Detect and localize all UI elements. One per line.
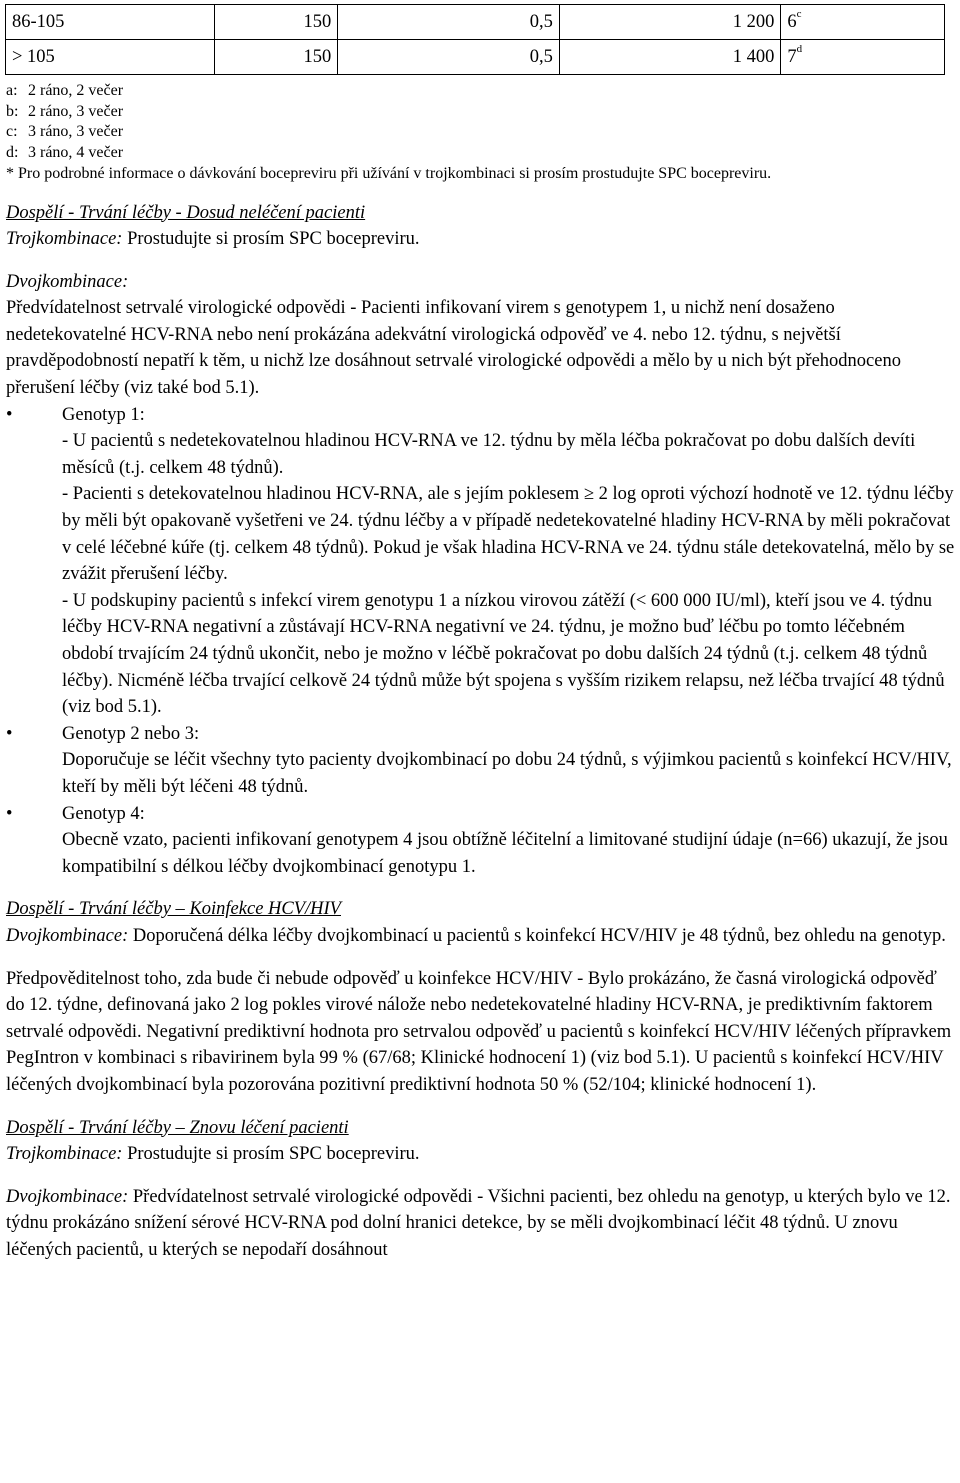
bullet-icon: • [6, 803, 13, 824]
bullet-icon: • [6, 723, 13, 744]
section-heading-naive: Dospělí - Trvání léčby - Dosud neléčení pacienti [6, 202, 366, 223]
heading-part: Dospělí - Trvání léčby – [6, 899, 190, 920]
genotype-1-text-b: - Pacienti s detekovatelnou hladinou HCV-RNA, ale s jejím poklesem ≥ 2 log oproti výchozí hodnotě ve 12. týdnu léčby by měli být opakovaně vyšetřeni ve 24. týdnu léčby a v případě nedetekovatelné hladiny HCV-RNA by měli pokračovat v celé léčebné kúře (tj. celkem 48 týdnů). Pokud je však hladina HCV-RNA ve 24. týdnu stále detekovatelná, mělo by se zvážit přerušení léčby. [62, 484, 955, 585]
coinfection-dual-text: Doporučená délka léčby dvojkombinací u pacientů s koinfekcí HCV/HIV je 48 týdnů, bez ohledu na genotyp. [128, 925, 946, 946]
heading-part: Dospělí - Trvání léčby – [6, 1117, 190, 1138]
coinfection-dual-line [6, 923, 956, 950]
volume-cell: 0,5 [338, 5, 560, 40]
triple-therapy-text: Prostudujte si prosím SPC bocepreviru. [122, 229, 420, 250]
note-key: b: [6, 102, 19, 120]
capsules-count: 7 [787, 46, 797, 67]
capsules-cell [781, 5, 945, 40]
list-item [6, 801, 956, 881]
volume-cell: 0,5 [338, 40, 560, 75]
genotype-1-text-a: - U pacientů s nedetekovatelnou hladinou HCV-RNA ve 12. týdnu by měla léčba pokračovat po dobu dalších devíti měsíců (t.j. celkem 48 týdnů). [62, 431, 916, 478]
list-item [6, 402, 956, 721]
note-item [6, 81, 956, 102]
genotype-1-label: Genotyp 1: [62, 404, 145, 425]
capsules-cell [781, 40, 945, 75]
genotype-1-text-c: - U podskupiny pacientů s infekcí virem genotypu 1 a nízkou virovou zátěží (< 600 000 IU/ml), kteří jsou ve 4. týdnu léčby HCV-RNA negativní a zůstávají HCV-RNA negativní ve 24. týdnu, je možno buď léčbu po tomto léčebném období trvajícím 24 týdnů ukončit, nebo je možno v léčbě pokračovat po dobu dalších 24 týdnů (t.j. celkem 48 týdnů léčby). Nicméně léčba trvající celkově 24 týdnů může být spojena s vyšším rizikem relapsu, než léčba trvající 48 týdnů (viz bod 5.1). [62, 590, 945, 718]
dose-cell: 150 [215, 5, 338, 40]
note-item [6, 143, 956, 164]
dual-therapy-label: Dvojkombinace: [6, 1186, 129, 1207]
ribavirin-cell: 1 400 [559, 40, 781, 75]
note-item [6, 102, 956, 123]
retreatment-triple-line [6, 1141, 956, 1168]
document-page [6, 0, 956, 1263]
weight-cell: 86-105 [6, 5, 215, 40]
dosage-table [5, 4, 945, 75]
dual-therapy-paragraph: Předvídatelnost setrvalé virologické odpovědi - Pacienti infikovaní virem s genotypem 1, u nichž není dosaženo nedetekovatelné HCV-RNA nebo není prokázána adekvátní virologická odpověď ve 4. nebo 12. týdnu, s největší pravděpodobností nepatří k těm, u nichž lze dosáhnout setrvalé virologické odpovědi a mělo by u nich být přehodnoceno přerušení léčby (viz také bod 5.1). [6, 298, 901, 399]
triple-therapy-text: Prostudujte si prosím SPC bocepreviru. [122, 1144, 420, 1165]
dual-therapy-label: Dvojkombinace: [6, 271, 129, 292]
section-heading-retreatment [6, 1115, 956, 1142]
retreatment-dual-text: Předvídatelnost setrvalé virologické odpovědi - Všichni pacienti, bez ohledu na genotyp, u kterých bylo ve 12. týdnu prokázáno snížení sérové HCV-RNA pod dolní hranici detekce, by se měli dvojkombinací léčit 48 týdnů. U znovu léčených pacientů, u kterých se nepodaří dosáhnout [6, 1186, 951, 1260]
note-text: 2 ráno, 2 večer [28, 82, 124, 99]
note-key: c: [6, 123, 18, 140]
retreatment-dual-paragraph [6, 1184, 956, 1264]
triple-therapy-label: Trojkombinace: [6, 1144, 123, 1165]
dose-cell: 150 [215, 40, 338, 75]
genotype-list [6, 402, 956, 881]
genotype-23-label: Genotyp 2 nebo 3: [62, 723, 200, 744]
triple-therapy-line [6, 226, 956, 253]
capsules-count: 6 [787, 11, 797, 32]
section-heading-coinfection [6, 896, 956, 923]
table-row [6, 40, 945, 75]
bullet-icon: • [6, 404, 13, 425]
capsules-footnote-marker: c [796, 7, 802, 20]
capsules-footnote-marker: d [796, 42, 803, 55]
genotype-23-text: Doporučuje se léčit všechny tyto pacienty dvojkombinací po dobu 24 týdnů, s výjimkou pacientů s koinfekcí HCV/HIV, kteří by měli být léčeni 48 týdnů. [62, 750, 952, 797]
coinfection-paragraph: Předpověditelnost toho, zda bude či nebude odpověď u koinfekce HCV/HIV - Bylo prokázáno, že časná virologická odpověď do 12. týdne, definovaná jako 2 log pokles virové nálože nebo nedetekovatelné hladiny HCV-RNA, je prediktivním faktorem setrvalé odpovědi. Negativní prediktivní hodnota pro setrvalou odpověď u pacientů s koinfekcí HCV/HIV léčených přípravkem PegIntron v kombinaci s ribavirinem byla 99 % (67/68; Klinické hodnocení 1) (viz bod 5.1). U pacientů s koinfekcí HCV/HIV léčených dvojkombinací byla pozorována pozitivní prediktivní hodnota 50 % (52/104; klinické hodnocení 1). [6, 968, 952, 1095]
triple-therapy-label: Trojkombinace: [6, 229, 123, 250]
heading-part: Koinfekce HCV/HIV [189, 899, 341, 920]
note-text: 2 ráno, 3 večer [28, 102, 124, 120]
weight-cell: > 105 [6, 40, 215, 75]
note-text: 3 ráno, 4 večer [28, 143, 124, 161]
list-item [6, 721, 956, 801]
heading-part: Znovu léčení pacienti [189, 1117, 349, 1138]
note-key: d: [6, 143, 19, 161]
ribavirin-cell: 1 200 [559, 5, 781, 40]
table-row [6, 5, 945, 40]
dual-therapy-label: Dvojkombinace: [6, 925, 129, 946]
genotype-4-text: Obecně vzato, pacienti infikovaní genotypem 4 jsou obtížně léčitelní a limitované studijní údaje (n=66) ukazují, že jsou kompatibilní s délkou léčby dvojkombinací genotypu 1. [62, 830, 948, 877]
footnote: * Pro podrobné informace o dávkování bocepreviru při užívání v trojkombinaci si prosím prostudujte SPC bocepreviru. [6, 165, 772, 182]
note-item [6, 122, 956, 143]
table-notes [6, 81, 956, 185]
note-text: 3 ráno, 3 večer [28, 123, 124, 140]
genotype-4-label: Genotyp 4: [62, 803, 145, 824]
note-key: a: [6, 82, 18, 99]
